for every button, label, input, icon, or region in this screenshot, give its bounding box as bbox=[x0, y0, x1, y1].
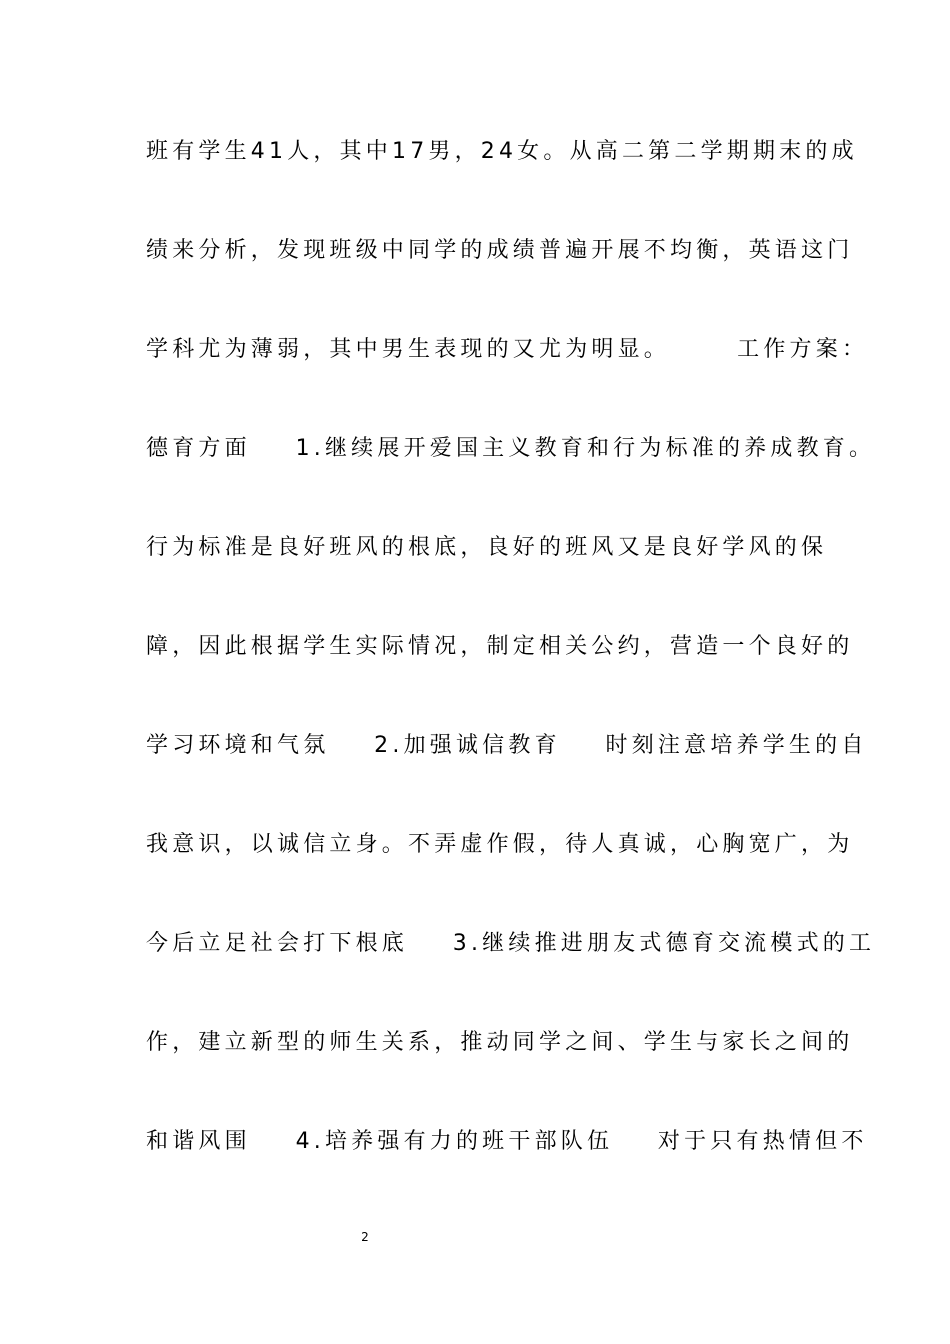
text-line: 我意识，以诚信立身。不弄虚作假，待人真诚，心胸宽广，为 bbox=[146, 832, 854, 857]
text-line: 行为标准是良好班风的根底，良好的班风又是良好学风的保 bbox=[146, 535, 828, 560]
text-line: 学习环境和气氛 2.加强诚信教育 时刻注意培养学生的自 bbox=[146, 733, 868, 758]
text-line: 德育方面 1.继续展开爱国主义教育和行为标准的养成教育。 bbox=[146, 436, 876, 461]
page-number: 2 bbox=[361, 1230, 369, 1244]
text-line: 班有学生41人，其中17男，24女。从高二第二学期期末的成 bbox=[146, 139, 858, 164]
text-line: 障，因此根据学生实际情况，制定相关公约，营造一个良好的 bbox=[146, 634, 854, 659]
text-line: 作，建立新型的师生关系，推动同学之间、学生与家长之间的 bbox=[146, 1030, 854, 1055]
text-line: 和谐风围 4.培养强有力的班干部队伍 对于只有热情但不 bbox=[146, 1129, 868, 1154]
text-line: 今后立足社会打下根底 3.继续推进朋友式德育交流模式的工 bbox=[146, 931, 876, 956]
text-line: 学科尤为薄弱，其中男生表现的又尤为明显。 工作方案： bbox=[146, 337, 869, 362]
text-line: 绩来分析，发现班级中同学的成绩普遍开展不均衡，英语这门 bbox=[146, 238, 854, 263]
